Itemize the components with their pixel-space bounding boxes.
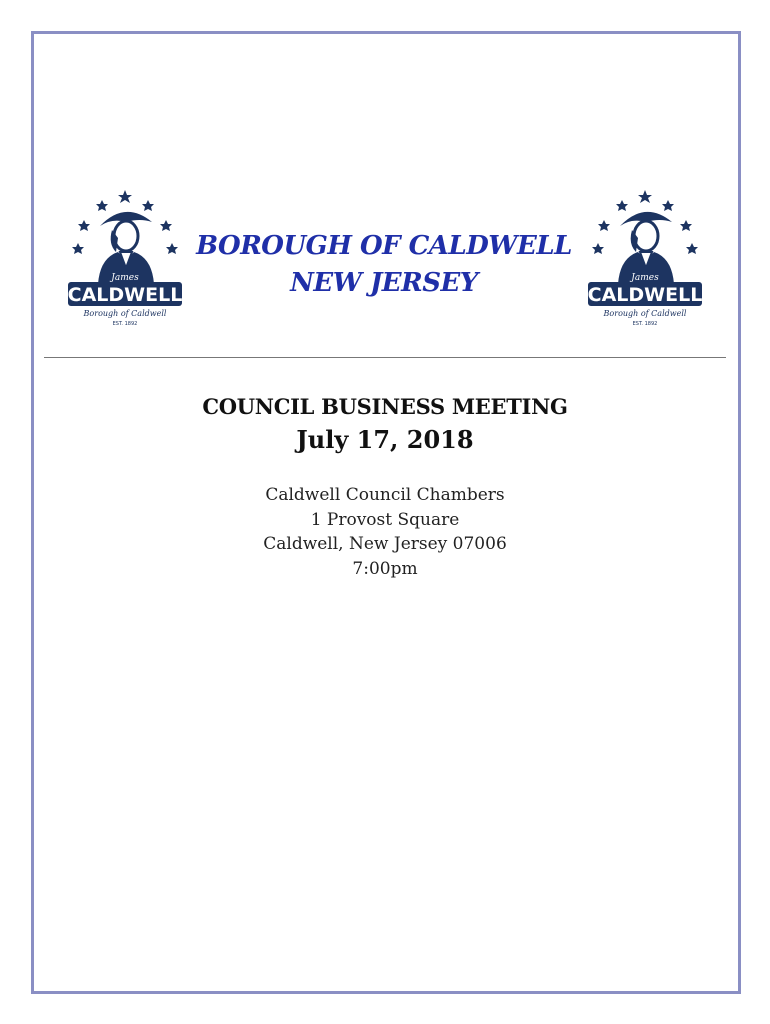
svg-text:Borough of Caldwell: Borough of Caldwell	[603, 309, 687, 318]
svg-text:James: James	[631, 273, 659, 283]
meeting-date: July 17, 2018	[296, 425, 474, 454]
svg-text:CALDWELL: CALDWELL	[67, 284, 183, 306]
svg-text:EST. 1892: EST. 1892	[632, 321, 658, 327]
svg-text:James: James	[111, 273, 139, 283]
borough-title: BOROUGH OF CALDWELL	[196, 231, 572, 261]
location-venue: Caldwell Council Chambers	[265, 485, 505, 505]
meeting-location	[100, 483, 670, 581]
state-title: NEW JERSEY	[290, 268, 478, 298]
header-divider	[44, 357, 726, 358]
svg-text:EST. 1892: EST. 1892	[112, 321, 138, 327]
borough-seal-logo-right	[580, 188, 710, 328]
location-street: 1 Provost Square	[310, 509, 460, 530]
location-city: Caldwell, New Jersey 07006	[263, 534, 507, 554]
svg-text:CALDWELL: CALDWELL	[587, 284, 703, 306]
svg-text:Borough of Caldwell: Borough of Caldwell	[83, 309, 167, 318]
borough-seal-logo-left	[60, 188, 190, 328]
meeting-title: COUNCIL BUSINESS MEETING	[202, 394, 568, 419]
meeting-time: 7:00pm	[352, 558, 418, 579]
